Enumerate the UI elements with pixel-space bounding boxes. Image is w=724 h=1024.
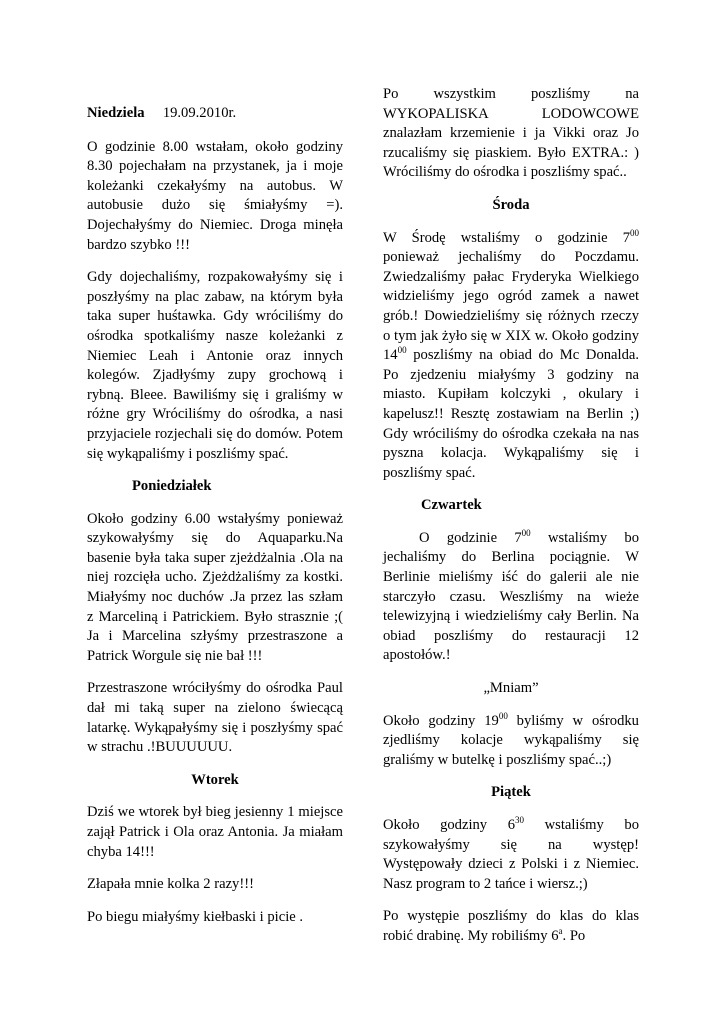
paragraph-wednesday: W Środę wstaliśmy o godzinie $7^{00}$ ponieważ jechaliśmy do Poczdamu. Zwiedzaliśmy pałac Fryderyka Wielkiego widzieliśmy jego ogród zamek a nawet grób.! Dowiedzieliśmy się różnych rzeczy o tym jak żyło się w XIX w. Około godziny $14^{00}$ poszliśmy na obiad do Mc Donalda. Po zjedzeniu miałyśmy 3 godziny na miasto. Kupiłam kolczyki , okulary i kapelusz!! Resztę zostawiam na Berlin ;) Gdy wróciliśmy do ośrodka czekała na nas pyszna kolacja. Wykąpaliśmy się i poszliśmy spać. [383, 227, 639, 481]
paragraph-tuesday-1: Dziś we wtorek był bieg jesienny 1 miejsce zajął Patrick i Ola oraz Antonia. Ja miałam chyba 14!!! [87, 804, 343, 860]
diary-heading-sunday [87, 104, 343, 124]
heading-thursday: Czwartek [421, 497, 482, 514]
paragraph-monday-2: Przestraszone wróciłyśmy do ośrodka Paul dał mi taką super na zielono świecącą latarkę. Wykąpałyśmy się i poszłyśmy spać w strachu .!BUUUUUU. [87, 680, 343, 756]
paragraph-thursday: O godzinie $7^{00}$ wstaliśmy bo jechaliśmy do Berlina pociągnie. W Berlinie mieliśmy iść do galerii ale nie starczyło czasu. Weszliśmy na wieże telewizyjną i wiedzieliśmy cały Berlin. Na obiad poszliśmy do restauracji 12 apostołów.! [383, 527, 639, 664]
heading-friday: Piątek [491, 784, 531, 801]
paragraph-tuesday-2: Złapała mnie kolka 2 razy!!! [87, 876, 254, 893]
date-text: 19.09.2010r. [162, 105, 237, 121]
quote-mniam: „Mniam” [483, 680, 539, 697]
paragraph-friday-1: Około godziny $6^{30}$ wstaliśmy bo szykowałyśmy się na występ! Występowały dzieci z Polski i z Niemiec. Nasz program to 2 tańce i wiersz.;) [383, 815, 639, 892]
heading-monday: Poniedziałek [132, 478, 212, 495]
paragraph-monday-1: Około godziny 6.00 wstałyśmy ponieważ szykowałyśmy się do Aquaparku.Na basenie była taka super zjeżdżalnia .Ola na niej rozcięła ucho. Zjeżdżaliśmy za kostki. Miałyśmy noc duchów .Ja przez las szłam z Marceliną i Patrickiem. Było strasznie ;( Ja i Marcelina szłyśmy przestraszone a Patrick Worgule się nie bał !!! [87, 510, 343, 664]
day-title: Niedziela [87, 105, 145, 121]
right-column [383, 85, 639, 960]
paragraph-thursday-evening: Około godziny $19^{00}$ byliśmy w ośrodku zjedliśmy kolacje wykąpaliśmy się graliśmy w butelkę i poszliśmy spać..;) [383, 710, 639, 768]
paragraph-sunday-1: O godzinie 8.00 wstałam, około godziny 8.30 pojechałam na przystanek, ja i moje koleżanki czekałyśmy na autobus. W autobusie dużo się śmiałyśmy =). Dojechałyśmy do Niemiec. Droga minęła bardzo szybko !!! [87, 138, 343, 253]
heading-wednesday: Środa [492, 196, 530, 213]
paragraph-excavation: Po wszystkim poszliśmy na WYKOPALISKA LODOWCOWE znalazłam krzemienie i ja Vikki oraz Jo rzucaliśmy się piaskiem. Było EXTRA.: ) Wróciliśmy do ośrodka i poszliśmy spać.. [383, 86, 639, 181]
left-column [87, 104, 343, 940]
paragraph-sunday-2: Gdy dojechaliśmy, rozpakowałyśmy się i poszłyśmy na plac zabaw, na którym była taka super huśtawka. Gdy wróciliśmy do ośrodka spotkaliśmy nasze koleżanki z Niemiec Leah i Antonie oraz innych kolegów. Zjadłyśmy zupy grochową i rybną. Bleee. Bawiliśmy się i graliśmy w różne gry Wróciliśmy do ośrodka, a nasi przyjaciele rozjechali się do domów. Potem się wykąpaliśmy i poszliśmy spać. [87, 269, 343, 462]
heading-tuesday: Wtorek [191, 771, 239, 788]
paragraph-tuesday-3: Po biegu miałyśmy kiełbaski i picie . [87, 908, 304, 925]
paragraph-friday-2: Po występie poszliśmy do klas do klas robić drabinę. My robiliśmy 6$^a$. Po [383, 908, 639, 944]
